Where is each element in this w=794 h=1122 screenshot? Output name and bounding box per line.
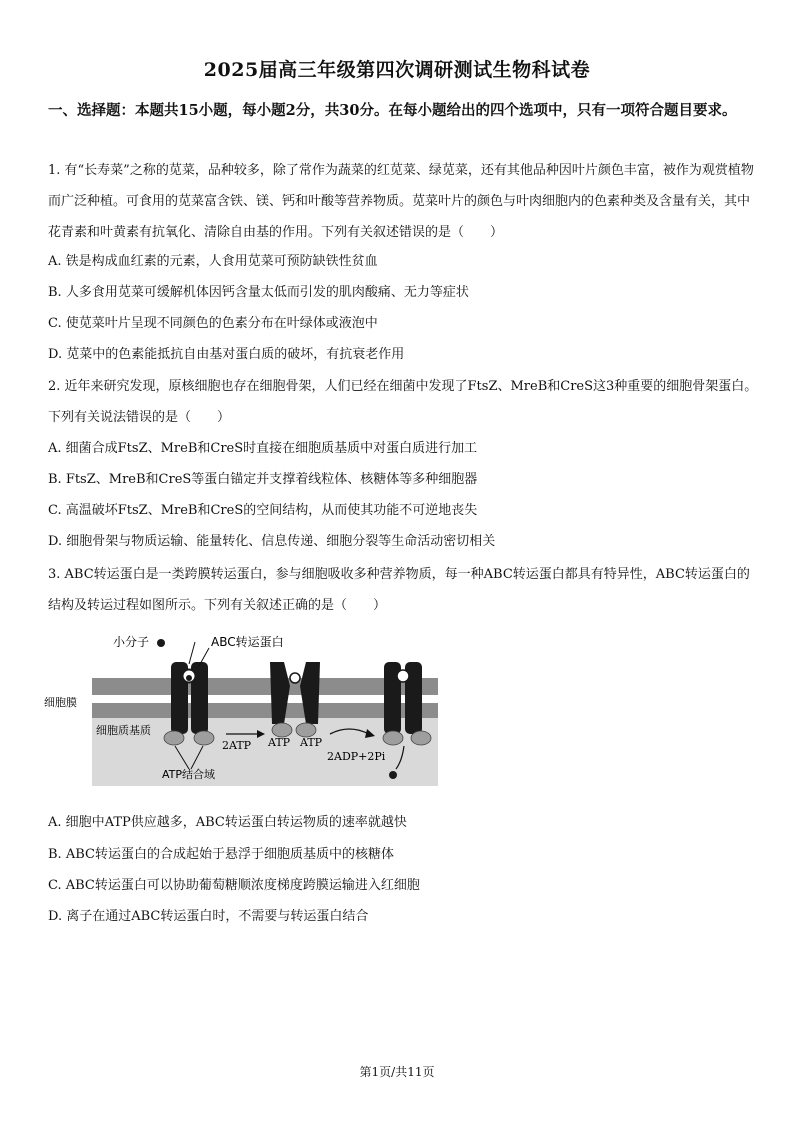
label-adp: 2ADP+2Pi (327, 750, 386, 763)
q2-option-b: B. FtsZ、MreB和CreS等蛋白锚定并支撑着线粒体、核糖体等多种细胞器 (48, 472, 478, 487)
label-abc-protein: ABC转运蛋白 (211, 635, 284, 649)
q2-stem: 2. 近年来研究发现，原核细胞也存在细胞骨架，人们已经在细菌中发现了FtsZ、MreB和CreS这3种重要的细胞骨架蛋白。下列有关说法错误的是（ ） (48, 379, 758, 425)
q1-option-a: A. 铁是构成血红素的元素，人食用苋菜可预防缺铁性贫血 (48, 254, 378, 269)
q2-option-a: A. 细菌合成FtsZ、MreB和CreS时直接在细胞质基质中对蛋白质进行加工 (48, 441, 478, 456)
q2-option-c: C. 高温破坏FtsZ、MreB和CreS的空间结构，从而使其功能不可逆地丧失 (48, 503, 478, 518)
exam-title: 2025届高三年级第四次调研测试生物科试卷 (203, 59, 591, 81)
section-heading: 一、选择题：本题共15小题，每小题2分，共30分。在每小题给出的四个选项中，只有一项符合题目要求。 (48, 102, 737, 119)
q1-stem: 1. 有“长寿菜”之称的苋菜，品种较多，除了常作为蔬菜的红苋菜、绿苋菜，还有其他品种因叶片颜色丰富，被作为观赏植物而广泛种植。可食用的苋菜富含铁、镁、钙和叶酸等营养物质。苋菜叶片的颜色与叶肉细胞内的色素种类及含量有关，其中花青素和叶黄素有抗氧化、清除自由基的作用。下列有关叙述错误的是（ ） (48, 163, 754, 240)
q3-option-d: D. 离子在通过ABC转运蛋白时，不需要与转运蛋白结合 (48, 909, 369, 924)
q1-option-d: D. 苋菜中的色素能抵抗自由基对蛋白质的破坏，有抗衰老作用 (48, 347, 405, 362)
label-atp-binding: ATP结合域 (162, 768, 216, 781)
released-molecule-dot (389, 771, 397, 779)
q1-option-b: B. 人多食用苋菜可缓解机体因钙含量太低而引发的肌肉酸痛、无力等症状 (48, 285, 469, 300)
abc-transporter-figure (44, 626, 444, 786)
q1-option-c: C. 使苋菜叶片呈现不同颜色的色素分布在叶绿体或液泡中 (48, 316, 378, 331)
label-cytoplasm: 细胞质基质 (96, 724, 151, 737)
q3-option-b: B. ABC转运蛋白的合成起始于悬浮于细胞质基质中的核糖体 (48, 847, 394, 862)
q3-option-a: A. 细胞中ATP供应越多，ABC转运蛋白转运物质的速率就越快 (48, 815, 407, 830)
label-membrane: 细胞膜 (44, 696, 77, 709)
small-molecule-dot (157, 639, 165, 647)
q3-stem: 3. ABC转运蛋白是一类跨膜转运蛋白，参与细胞吸收多种营养物质，每一种ABC转运蛋白都具有特异性，ABC转运蛋白的结构及转运过程如图所示。下列有关叙述正确的是（ ） (48, 567, 750, 613)
q2-option-d: D. 细胞骨架与物质运输、能量转化、信息传递、细胞分裂等生命活动密切相关 (48, 534, 496, 549)
label-atp-1: ATP (268, 736, 291, 749)
label-atp-2: ATP (300, 736, 323, 749)
q3-option-c: C. ABC转运蛋白可以协助葡萄糖顺浓度梯度跨膜运输进入红细胞 (48, 878, 420, 893)
pointer-line (189, 642, 195, 664)
page-footer: 第1页/共11页 (359, 1065, 435, 1079)
label-small-molecule: 小分子 (113, 635, 150, 649)
label-2atp: 2ATP (222, 739, 252, 752)
